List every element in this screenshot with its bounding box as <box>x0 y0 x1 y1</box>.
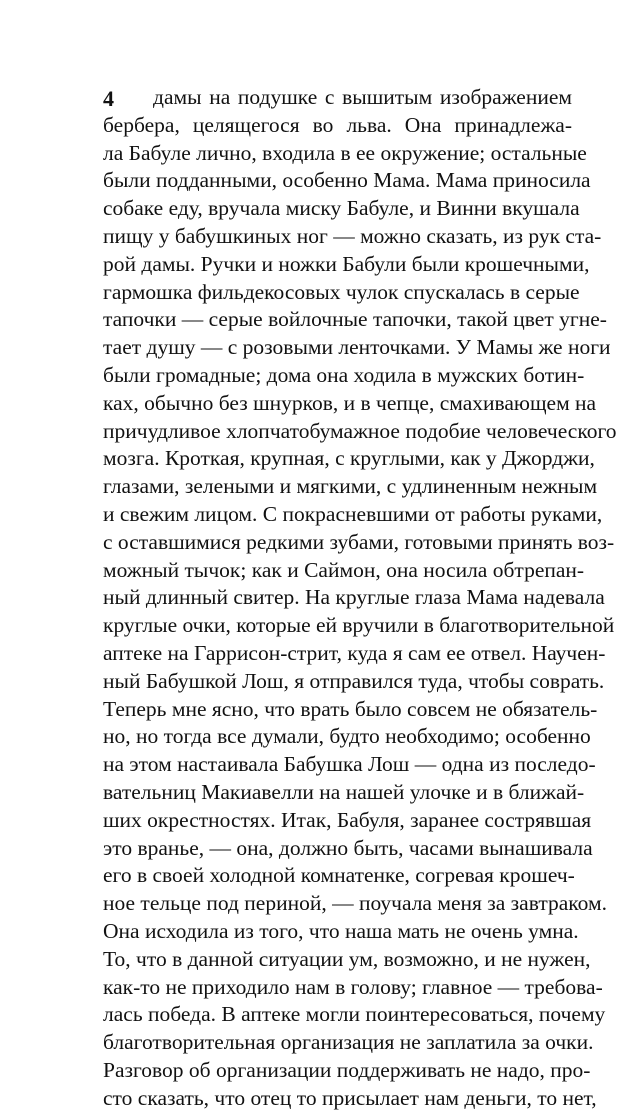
text-line: Теперь мне ясно, что врать было совсем не обязатель- <box>103 696 598 721</box>
text-line: ла Бабуле лично, входила в ее окружение; остальные <box>103 140 587 165</box>
text-line: его в своей холодной комнатенке, согревая крошеч- <box>103 863 575 888</box>
text-line: бербера, целящегося во льва. Она принадлежа- <box>103 112 572 137</box>
text-line: глазами, зелеными и мягкими, с удлиненным нежным <box>103 474 598 499</box>
text-line: как-то не приходило нам в голову; главное — требова- <box>103 974 603 999</box>
text-line: можный тычок; как и Саймон, она носила обтрепан- <box>103 557 585 582</box>
text-line: но, но тогда все думали, будто необходимо; особенно <box>103 724 591 749</box>
text-line: сто сказать, что отец то присылает нам деньги, то нет, <box>103 1085 597 1110</box>
text-line: ках, обычно без шнурков, и в чепце, смахивающем на <box>103 390 597 415</box>
text-line: дамы на подушке с вышитым изображением <box>153 85 572 109</box>
text-line: были громадные; дома она ходила в мужских ботин- <box>103 362 585 387</box>
text-line: пищу у бабушкиных ног — можно сказать, из рук ста- <box>103 223 602 248</box>
text-line: аптеке на Гаррисон-стрит, куда я сам ее отвел. Научен- <box>103 640 606 665</box>
text-line: гармошка фильдекосовых чулок спускалась в серые <box>103 279 580 304</box>
text-line: тает душу — с розовыми ленточками. У Мамы же ноги <box>103 335 611 360</box>
text-line: благотворительная организация не заплатила за очки. <box>103 1030 594 1055</box>
text-line: лась победа. В аптеке могли поинтересоваться, почему <box>103 1002 606 1027</box>
text-line: мозга. Кроткая, крупная, с круглыми, как у Джорджи, <box>103 446 595 471</box>
text-line: ный Бабушкой Лош, я отправился туда, чтобы соврать. <box>103 668 605 693</box>
text-line: ный длинный свитер. На круглые глаза Мама надевала <box>103 585 605 610</box>
body-text <box>103 84 617 1112</box>
text-line: ших окрестностях. Итак, Бабуля, заранее сострявшая <box>103 807 592 832</box>
text-line: причудливое хлопчатобумажное подобие человеческого <box>103 418 617 443</box>
text-line: с оставшимися редкими зубами, готовыми принять воз- <box>103 529 615 554</box>
text-line: круглые очки, которые ей вручили в благотворительной <box>103 613 615 638</box>
text-line: рой дамы. Ручки и ножки Бабули были крошечными, <box>103 251 590 276</box>
page-number: 4 <box>103 86 114 111</box>
text-line: это вранье, — она, должно быть, часами вынашивала <box>103 835 593 860</box>
text-line: тапочки — серые войлочные тапочки, такой цвет угне- <box>103 307 607 332</box>
text-line: были подданными, особенно Мама. Мама приносила <box>103 168 591 193</box>
text-line: вательниц Макиавелли на нашей улочке и в ближай- <box>103 779 585 804</box>
text-line: Она исходила из того, что наша мать не очень умна. <box>103 918 579 943</box>
text-line: Разговор об организации поддерживать не надо, про- <box>103 1057 591 1082</box>
text-line: и свежим лицом. С покрасневшими от работы руками, <box>103 501 603 526</box>
text-line: собаке еду, вручала миску Бабуле, и Винни вкушала <box>103 196 580 221</box>
text-line: ное тельце под периной, — поучала меня за завтраком. <box>103 891 607 916</box>
text-line: на этом настаивала Бабушка Лош — одна из последо- <box>103 752 596 777</box>
text-line: То, что в данной ситуации ум, возможно, и не нужен, <box>103 946 591 971</box>
